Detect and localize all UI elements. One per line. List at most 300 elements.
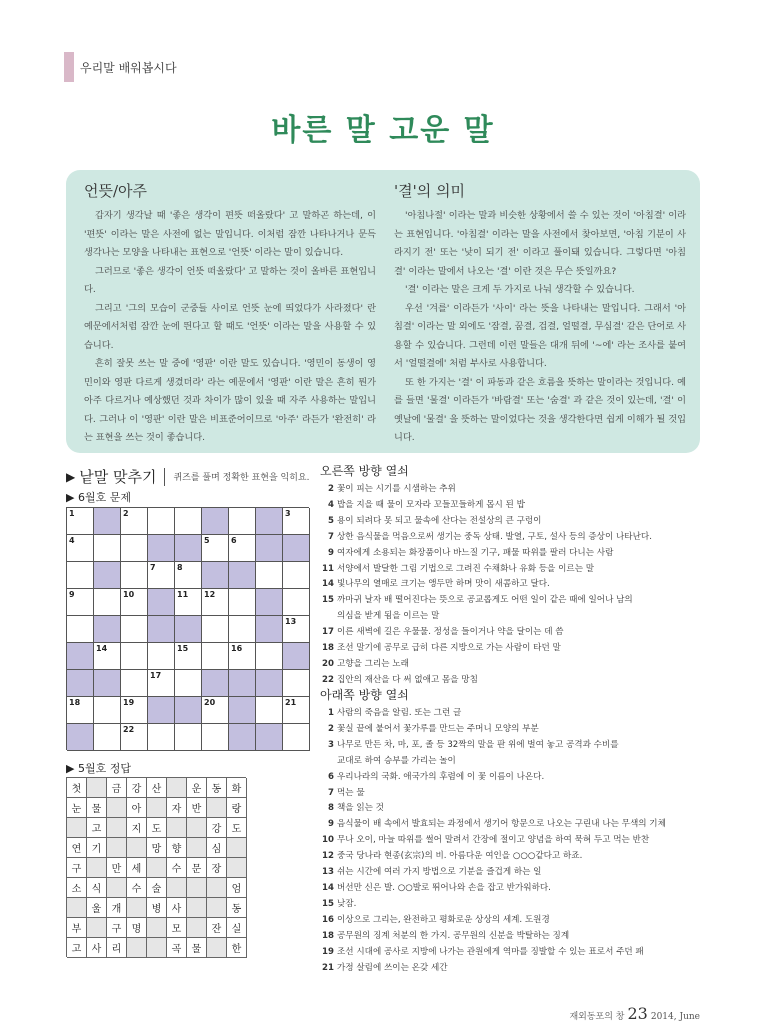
answer-cell: 운: [187, 778, 207, 798]
crossword-cell: [121, 643, 148, 670]
crossword-cell: [229, 697, 256, 724]
clue-number: 10: [123, 590, 135, 599]
crossword-cell: [94, 589, 121, 616]
crossword-cell: [229, 724, 256, 751]
answer-cell: 수: [167, 858, 187, 878]
crossword-cell: [202, 589, 229, 616]
answer-cell: 물: [87, 798, 107, 818]
answer-cell: [187, 818, 207, 838]
answer-cell: 지: [127, 818, 147, 838]
across-heading: 오른쪽 방향 열쇠: [320, 464, 409, 478]
crossword-cell: [283, 616, 310, 643]
crossword-cell: [229, 562, 256, 589]
answer-cell: 세: [127, 858, 147, 878]
answer-cell: [187, 898, 207, 918]
crossword-cell: [256, 697, 283, 724]
crossword-cell: [229, 508, 256, 535]
clue-number: 2: [328, 484, 334, 494]
clue-text: 가정 살림에 쓰이는 온갖 세간: [337, 962, 448, 973]
answer-cell: 부: [67, 918, 87, 938]
answer-cell: [227, 838, 247, 858]
down-clue: [320, 786, 720, 802]
clue-number: 3: [328, 739, 334, 750]
across-clue: [320, 657, 720, 673]
crossword-grid: [66, 507, 309, 750]
divider: [164, 468, 165, 486]
clue-number: 18: [322, 930, 334, 941]
answer-cell: 자: [167, 798, 187, 818]
section-tag-bar: [64, 52, 74, 82]
answer-cell: 사: [87, 938, 107, 958]
down-clue: [320, 913, 720, 929]
answer-grid: [66, 777, 246, 957]
down-clue: [320, 817, 720, 833]
crossword-cell: [94, 562, 121, 589]
answer-cell: [167, 818, 187, 838]
crossword-cell: [256, 535, 283, 562]
answer-cell: 엄: [227, 878, 247, 898]
clue-number: 11: [322, 563, 334, 574]
crossword-cell: [202, 535, 229, 562]
quiz-header: [66, 466, 309, 487]
clue-number: 7: [150, 563, 156, 572]
crossword-cell: [148, 724, 175, 751]
clue-text: 집안의 재산을 다 써 없애고 몸을 망침: [337, 674, 478, 685]
clue-number: 1: [328, 708, 334, 718]
answer-cell: [167, 878, 187, 898]
clue-text: 책을 읽는 것: [337, 803, 384, 814]
answer-cell: [127, 938, 147, 958]
answer-cell: [147, 918, 167, 938]
clue-text: 우리나라의 국화. 애국가의 후렴에 이 꽃 이름이 나온다.: [337, 771, 545, 782]
crossword-cell: [229, 670, 256, 697]
across-clue-list: [320, 482, 720, 689]
page-number: 23: [627, 1004, 648, 1023]
clue-number: 17: [150, 671, 162, 680]
left-article-paragraph: 갑자기 생각날 때 '좋은 생각이 편뜻 떠올랐다' 고 말하곤 하는데, 이 '편뜻' 이라는 말은 사전에 없는 말입니다. 이처럼 잠깐 나타나거나 문득 생각나는 모양을 나타내는 표현으로 '언뜻' 이라는 말이 있습니다.: [84, 210, 376, 258]
clue-number: 8: [328, 803, 334, 814]
triangle-icon: ▶: [66, 469, 76, 484]
left-article-paragraph: 흔히 잘못 쓰는 말 중에 '영판' 이란 말도 있습니다. '영민이 동생이 영민이와 영판 다르게 생겼더라' 라는 예문에서 '영판' 이란 말은 흔히 뭔가 아주 다르거나 예상했던 것과 차이가 많이 있을 때 자주 사용하는 말입니다. 그러나 이 '영판' 이란 말은 비표준어이므로 '아주' 라든가 '완전히' 라는 표현을 쓰는 것이 좋습니다.: [84, 358, 376, 443]
crossword-cell: [175, 697, 202, 724]
answer-cell: 구: [107, 918, 127, 938]
clue-text: 조선 말기에 공무로 급히 다른 지방으로 가는 사람이 타던 말: [337, 643, 561, 654]
crossword-cell: [283, 643, 310, 670]
left-article: [84, 180, 376, 448]
crossword-cell: [283, 589, 310, 616]
clue-number: 4: [69, 536, 75, 545]
answer-cell: 도: [147, 818, 167, 838]
clue-text: 음식물이 배 속에서 발효되는 과정에서 생기어 항문으로 나오는 구린내 나는 무색의 기체: [337, 819, 666, 830]
answer-cell: 첫: [67, 778, 87, 798]
crossword-cell: [175, 724, 202, 751]
crossword-cell: [121, 589, 148, 616]
down-clue: [320, 833, 720, 849]
right-article-heading: '결'의 의미: [394, 182, 465, 200]
clue-text: 나무로 만든 차, 마, 포, 졸 등 32짝의 말을 판 위에 벌여 놓고 공격과 수비를 교대로 하여 승부를 가리는 놀이: [337, 739, 619, 766]
crossword-cell: [202, 724, 229, 751]
clue-number: 22: [123, 725, 135, 734]
clue-text: 고향을 그리는 노래: [337, 658, 409, 669]
clue-number: 21: [322, 962, 334, 973]
clue-text: 빛나무의 열매로 크기는 앵두만 하며 맛이 새콤하고 달다.: [337, 579, 550, 590]
down-clue: [320, 881, 720, 897]
answer-cell: 병: [147, 898, 167, 918]
answer-cell: 곡: [167, 938, 187, 958]
clue-text: 서양에서 발달한 그림 기법으로 그려진 수채화나 유화 등을 이르는 말: [337, 563, 595, 574]
clue-number: 2: [123, 509, 129, 518]
answer-cell: 리: [107, 938, 127, 958]
crossword-cell: [229, 535, 256, 562]
right-article-paragraph: 우선 '겨를' 이라든가 '사이' 라는 뜻을 나타내는 말입니다. 그래서 '아침결' 이라는 말 외에도 '잠결, 꿈결, 겁결, 얼떨결, 무심결' 같은 단어로 사용할 수 있습니다. 그런데 이런 말들은 대개 뒤에 '~에' 라는 조사를 붙여서 '얼떨결에' 처럼 부사로 사용합니다.: [394, 302, 686, 369]
clue-text: 공무원의 징계 처분의 한 가지. 공무원의 신분을 박탈하는 징계: [337, 930, 570, 941]
crossword-cell: [229, 589, 256, 616]
answer-cell: [107, 838, 127, 858]
crossword-cell: [175, 508, 202, 535]
across-clue: [320, 546, 720, 562]
crossword-cell: [256, 508, 283, 535]
clue-number: 6: [231, 536, 237, 545]
crossword-cell: [229, 643, 256, 670]
page-footer: [569, 1004, 700, 1023]
crossword-cell: [283, 697, 310, 724]
crossword-cell: [67, 616, 94, 643]
answer-cell: [207, 798, 227, 818]
clue-number: 9: [328, 819, 334, 830]
clue-text: 무나 오이, 마늘 따위를 썰어 말려서 간장에 절이고 양념을 하여 묵혀 두고 먹는 반찬: [337, 835, 650, 846]
publication-name: 재외동포의 창: [569, 1012, 625, 1022]
answer-cell: 금: [107, 778, 127, 798]
crossword-cell: [148, 508, 175, 535]
crossword-cell: [94, 670, 121, 697]
clue-text: 이른 새벽에 길은 우물물. 정성을 들이거나 약을 달이는 데 씀: [337, 627, 564, 638]
crossword-cell: [202, 670, 229, 697]
crossword-cell: [256, 616, 283, 643]
answer-cell: [87, 858, 107, 878]
crossword-cell: [94, 697, 121, 724]
clue-number: 15: [177, 644, 189, 653]
answer-cell: [67, 898, 87, 918]
across-clue: [320, 514, 720, 530]
answer-cell: [127, 838, 147, 858]
answer-cell: 소: [67, 878, 87, 898]
across-clue: [320, 562, 720, 578]
answer-cell: 랑: [227, 798, 247, 818]
clue-number: 20: [204, 698, 216, 707]
down-clue-list: [320, 706, 720, 976]
left-article-paragraph: 그러므로 '좋은 생각이 언뜻 떠올랐다' 고 말하는 것이 올바른 표현입니다.: [84, 265, 376, 295]
down-clue: [320, 706, 720, 722]
across-clue: [320, 593, 720, 625]
clue-text: 사람의 죽음을 알림. 또는 그런 글: [337, 708, 462, 718]
clue-number: 5: [204, 536, 210, 545]
answer-cell: [227, 858, 247, 878]
answer-cell: 고: [87, 818, 107, 838]
answer-cell: 향: [167, 838, 187, 858]
clue-text: 여자에게 소용되는 화장품이나 바느질 기구, 패물 따위를 팔러 다니는 사람: [337, 547, 614, 558]
clue-number: 12: [204, 590, 216, 599]
clue-number: 14: [322, 882, 334, 893]
clue-number: 10: [322, 835, 334, 846]
crossword-cell: [202, 697, 229, 724]
crossword-cell: [121, 616, 148, 643]
clue-number: 7: [328, 787, 334, 798]
down-clue: [320, 849, 720, 865]
clue-number: 17: [322, 627, 334, 638]
down-clue: [320, 770, 720, 786]
clue-number: 9: [328, 547, 334, 558]
crossword-cell: [148, 697, 175, 724]
clue-text: 낮잠.: [337, 898, 357, 909]
page-title: 바른 말 고운 말: [271, 113, 495, 148]
crossword-cell: [121, 724, 148, 751]
clue-number: 11: [177, 590, 189, 599]
answer-cell: 모: [167, 918, 187, 938]
crossword-cell: [148, 643, 175, 670]
answer-cell: [207, 878, 227, 898]
section-tag-label: 우리말 배워봅시다: [80, 60, 177, 75]
clue-number: 5: [328, 515, 334, 526]
clue-number: 19: [123, 698, 135, 707]
down-clues: [320, 686, 720, 976]
crossword-cell: [175, 643, 202, 670]
answer-cell: 개: [107, 898, 127, 918]
answer-cell: 사: [167, 898, 187, 918]
answer-cell: 도: [227, 818, 247, 838]
quiz-subtitle: 퀴즈를 풀며 정확한 표현을 익히요.: [173, 473, 310, 483]
answer-cell: [207, 938, 227, 958]
clue-text: 꽃이 피는 시기를 시샘하는 추위: [337, 484, 456, 494]
answer-cell: [187, 878, 207, 898]
info-box: [66, 170, 700, 453]
crossword-cell: [283, 670, 310, 697]
answer-cell: [127, 898, 147, 918]
answer-cell: 장: [207, 858, 227, 878]
clue-number: 13: [285, 617, 297, 626]
clue-number: 8: [177, 563, 183, 572]
crossword-cell: [202, 643, 229, 670]
answer-cell: 실: [227, 918, 247, 938]
clue-number: 15: [322, 595, 334, 606]
down-clue: [320, 945, 720, 961]
down-clue: [320, 961, 720, 977]
crossword-cell: [121, 562, 148, 589]
clue-number: 18: [69, 698, 81, 707]
answer-cell: 망: [147, 838, 167, 858]
answer-cell: 울: [87, 898, 107, 918]
crossword-cell: [175, 670, 202, 697]
answer-cell: 술: [147, 878, 167, 898]
answer-cell: 잔: [207, 918, 227, 938]
clue-number: 13: [322, 867, 334, 878]
crossword-cell: [67, 535, 94, 562]
clue-number: 4: [328, 499, 334, 510]
crossword-cell: [121, 535, 148, 562]
answer-cell: 강: [127, 778, 147, 798]
june-puzzle-label: ▶ 6월호 문제: [66, 491, 131, 504]
across-clue: [320, 530, 720, 546]
clue-number: 14: [322, 579, 334, 590]
across-clues: [320, 462, 720, 689]
down-clue: [320, 865, 720, 881]
crossword-cell: [202, 508, 229, 535]
down-clue: [320, 722, 720, 738]
answer-cell: [87, 778, 107, 798]
may-answer-label: ▶ 5월호 정답: [66, 762, 131, 775]
clue-text: 조선 시대에 공사로 지방에 나가는 관원에게 역마를 징발할 수 있는 표로서 주던 패: [337, 946, 644, 957]
right-article-paragraph: '아침나절' 이라는 말과 비슷한 상황에서 쓸 수 있는 것이 '아침결' 이라는 표현입니다. '아침결' 이라는 말을 사전에서 찾아보면, '아침 기분이 사라지기 전' 또는 '낮이 되기 전' 이라고 풀이돼 있습니다. 그렇다면 '아침결' 이라는 말에서 나오는 '결' 이란 것은 무슨 뜻일까요?: [394, 210, 686, 277]
answer-cell: [147, 938, 167, 958]
down-heading: 아래쪽 방향 열쇠: [320, 688, 409, 702]
crossword-cell: [67, 643, 94, 670]
clue-text: 버선만 신은 발. ○○발로 뛰어나와 손을 잡고 반가워하다.: [337, 882, 551, 893]
clue-number: 16: [231, 644, 243, 653]
answer-cell: 물: [187, 938, 207, 958]
clue-text: 먹는 물: [337, 787, 365, 798]
right-article-paragraph: 또 한 가지는 '결' 이 파동과 같은 흐름을 뜻하는 말이라는 것입니다. 예를 들면 '물결' 이라든가 '바람결' 또는 '숨결' 과 같은 것이 있는데, '결' 이 옛날에 '물결' 을 뜻하는 말이었다는 것을 생각한다면 쉽게 이해가 될 것입니다.: [394, 376, 686, 443]
clue-number: 18: [322, 643, 334, 654]
answer-cell: 문: [187, 858, 207, 878]
clue-text: 밥을 지을 때 물이 모자라 꼬들꼬들하게 몹시 된 밥: [337, 499, 525, 510]
crossword-cell: [256, 589, 283, 616]
crossword-cell: [67, 562, 94, 589]
answer-cell: 기: [87, 838, 107, 858]
clue-text: 이상으로 그리는, 완전하고 평화로운 상상의 세계. 도원경: [337, 914, 550, 925]
crossword-cell: [283, 724, 310, 751]
crossword-cell: [121, 508, 148, 535]
crossword-cell: [148, 562, 175, 589]
across-clue: [320, 641, 720, 657]
crossword-cell: [202, 562, 229, 589]
clue-text: 꽃실 끝에 붙어서 꽃가루를 만드는 주머니 모양의 부분: [337, 723, 539, 734]
across-clue: [320, 482, 720, 498]
issue-date: 2014, June: [650, 1012, 700, 1022]
clue-number: 20: [322, 658, 334, 669]
right-article: [394, 180, 686, 448]
clue-number: 21: [285, 698, 297, 707]
answer-cell: 연: [67, 838, 87, 858]
crossword-cell: [148, 535, 175, 562]
crossword-cell: [175, 589, 202, 616]
crossword-cell: [256, 562, 283, 589]
crossword-cell: [256, 724, 283, 751]
answer-cell: 한: [227, 938, 247, 958]
crossword-cell: [94, 643, 121, 670]
crossword-cell: [67, 697, 94, 724]
left-article-heading: 언뜻/아주: [84, 182, 148, 200]
clue-text: 까마귀 날자 배 떨어진다는 뜻으로 공교롭게도 어떤 일이 같은 때에 일어나 남의 의심을 받게 됨을 이르는 말: [337, 595, 633, 622]
clue-number: 3: [285, 509, 291, 518]
answer-cell: 아: [127, 798, 147, 818]
crossword-cell: [256, 643, 283, 670]
answer-cell: [107, 818, 127, 838]
crossword-cell: [67, 508, 94, 535]
answer-cell: [107, 878, 127, 898]
crossword-cell: [256, 670, 283, 697]
crossword-cell: [175, 535, 202, 562]
answer-cell: [147, 858, 167, 878]
down-clue: [320, 738, 720, 770]
clue-text: 중국 당나라 현종(玄宗)의 비. 아름다운 여인을 ○○○같다고 하죠.: [337, 851, 583, 862]
crossword-cell: [148, 670, 175, 697]
crossword-cell: [202, 616, 229, 643]
clue-number: 22: [322, 674, 334, 685]
crossword-cell: [121, 697, 148, 724]
down-clue: [320, 897, 720, 913]
clue-number: 2: [328, 723, 334, 734]
left-article-paragraph: 그리고 '그의 모습이 군중들 사이로 언뜻 눈에 띄었다가 사라졌다' 란 예문에서처럼 잠깐 눈에 띈다고 할 때도 '언뜻' 이라는 말을 사용할 수 있습니다.: [84, 302, 376, 351]
crossword-cell: [283, 508, 310, 535]
crossword-cell: [94, 724, 121, 751]
across-clue: [320, 498, 720, 514]
clue-number: 9: [69, 590, 75, 599]
across-clue: [320, 625, 720, 641]
answer-cell: 동: [207, 778, 227, 798]
crossword-cell: [67, 724, 94, 751]
answer-cell: [167, 778, 187, 798]
answer-cell: 구: [67, 858, 87, 878]
clue-number: 1: [69, 509, 75, 518]
down-clue: [320, 929, 720, 945]
answer-cell: 명: [127, 918, 147, 938]
clue-number: 6: [328, 771, 334, 782]
crossword-cell: [229, 616, 256, 643]
clue-number: 7: [328, 531, 334, 542]
clue-number: 12: [322, 851, 334, 862]
answer-cell: 산: [147, 778, 167, 798]
crossword-cell: [67, 589, 94, 616]
quiz-title: 낱말 맞추기: [79, 468, 157, 486]
crossword-cell: [175, 562, 202, 589]
clue-text: 쉬는 시간에 여러 가지 방법으로 기분을 즐겁게 하는 일: [337, 867, 542, 878]
answer-cell: [107, 798, 127, 818]
answer-cell: [187, 838, 207, 858]
crossword-cell: [283, 562, 310, 589]
crossword-cell: [283, 535, 310, 562]
clue-text: 용이 되려다 못 되고 물속에 산다는 전설상의 큰 구렁이: [337, 515, 542, 526]
crossword-cell: [175, 616, 202, 643]
answer-cell: 수: [127, 878, 147, 898]
crossword-cell: [67, 670, 94, 697]
answer-cell: 동: [227, 898, 247, 918]
answer-cell: 눈: [67, 798, 87, 818]
answer-cell: [207, 898, 227, 918]
clue-number: 14: [96, 644, 108, 653]
answer-cell: [87, 918, 107, 938]
down-clue: [320, 801, 720, 817]
crossword-cell: [94, 616, 121, 643]
answer-cell: 강: [207, 818, 227, 838]
clue-number: 15: [322, 898, 334, 909]
answer-cell: 반: [187, 798, 207, 818]
crossword-cell: [94, 535, 121, 562]
answer-cell: 식: [87, 878, 107, 898]
clue-number: 19: [322, 946, 334, 957]
right-article-paragraph: '결' 이라는 말은 크게 두 가지로 나눠 생각할 수 있습니다.: [405, 284, 635, 295]
answer-cell: 심: [207, 838, 227, 858]
crossword-cell: [148, 589, 175, 616]
across-clue: [320, 577, 720, 593]
answer-cell: [187, 918, 207, 938]
clue-number: 16: [322, 914, 334, 925]
answer-cell: 만: [107, 858, 127, 878]
clue-text: 상한 음식물을 먹음으로써 생기는 중독 상태. 발열, 구토, 설사 등의 증상이 나타난다.: [337, 531, 652, 542]
answer-cell: 고: [67, 938, 87, 958]
answer-cell: 화: [227, 778, 247, 798]
answer-cell: [67, 818, 87, 838]
crossword-cell: [121, 670, 148, 697]
answer-cell: [147, 798, 167, 818]
